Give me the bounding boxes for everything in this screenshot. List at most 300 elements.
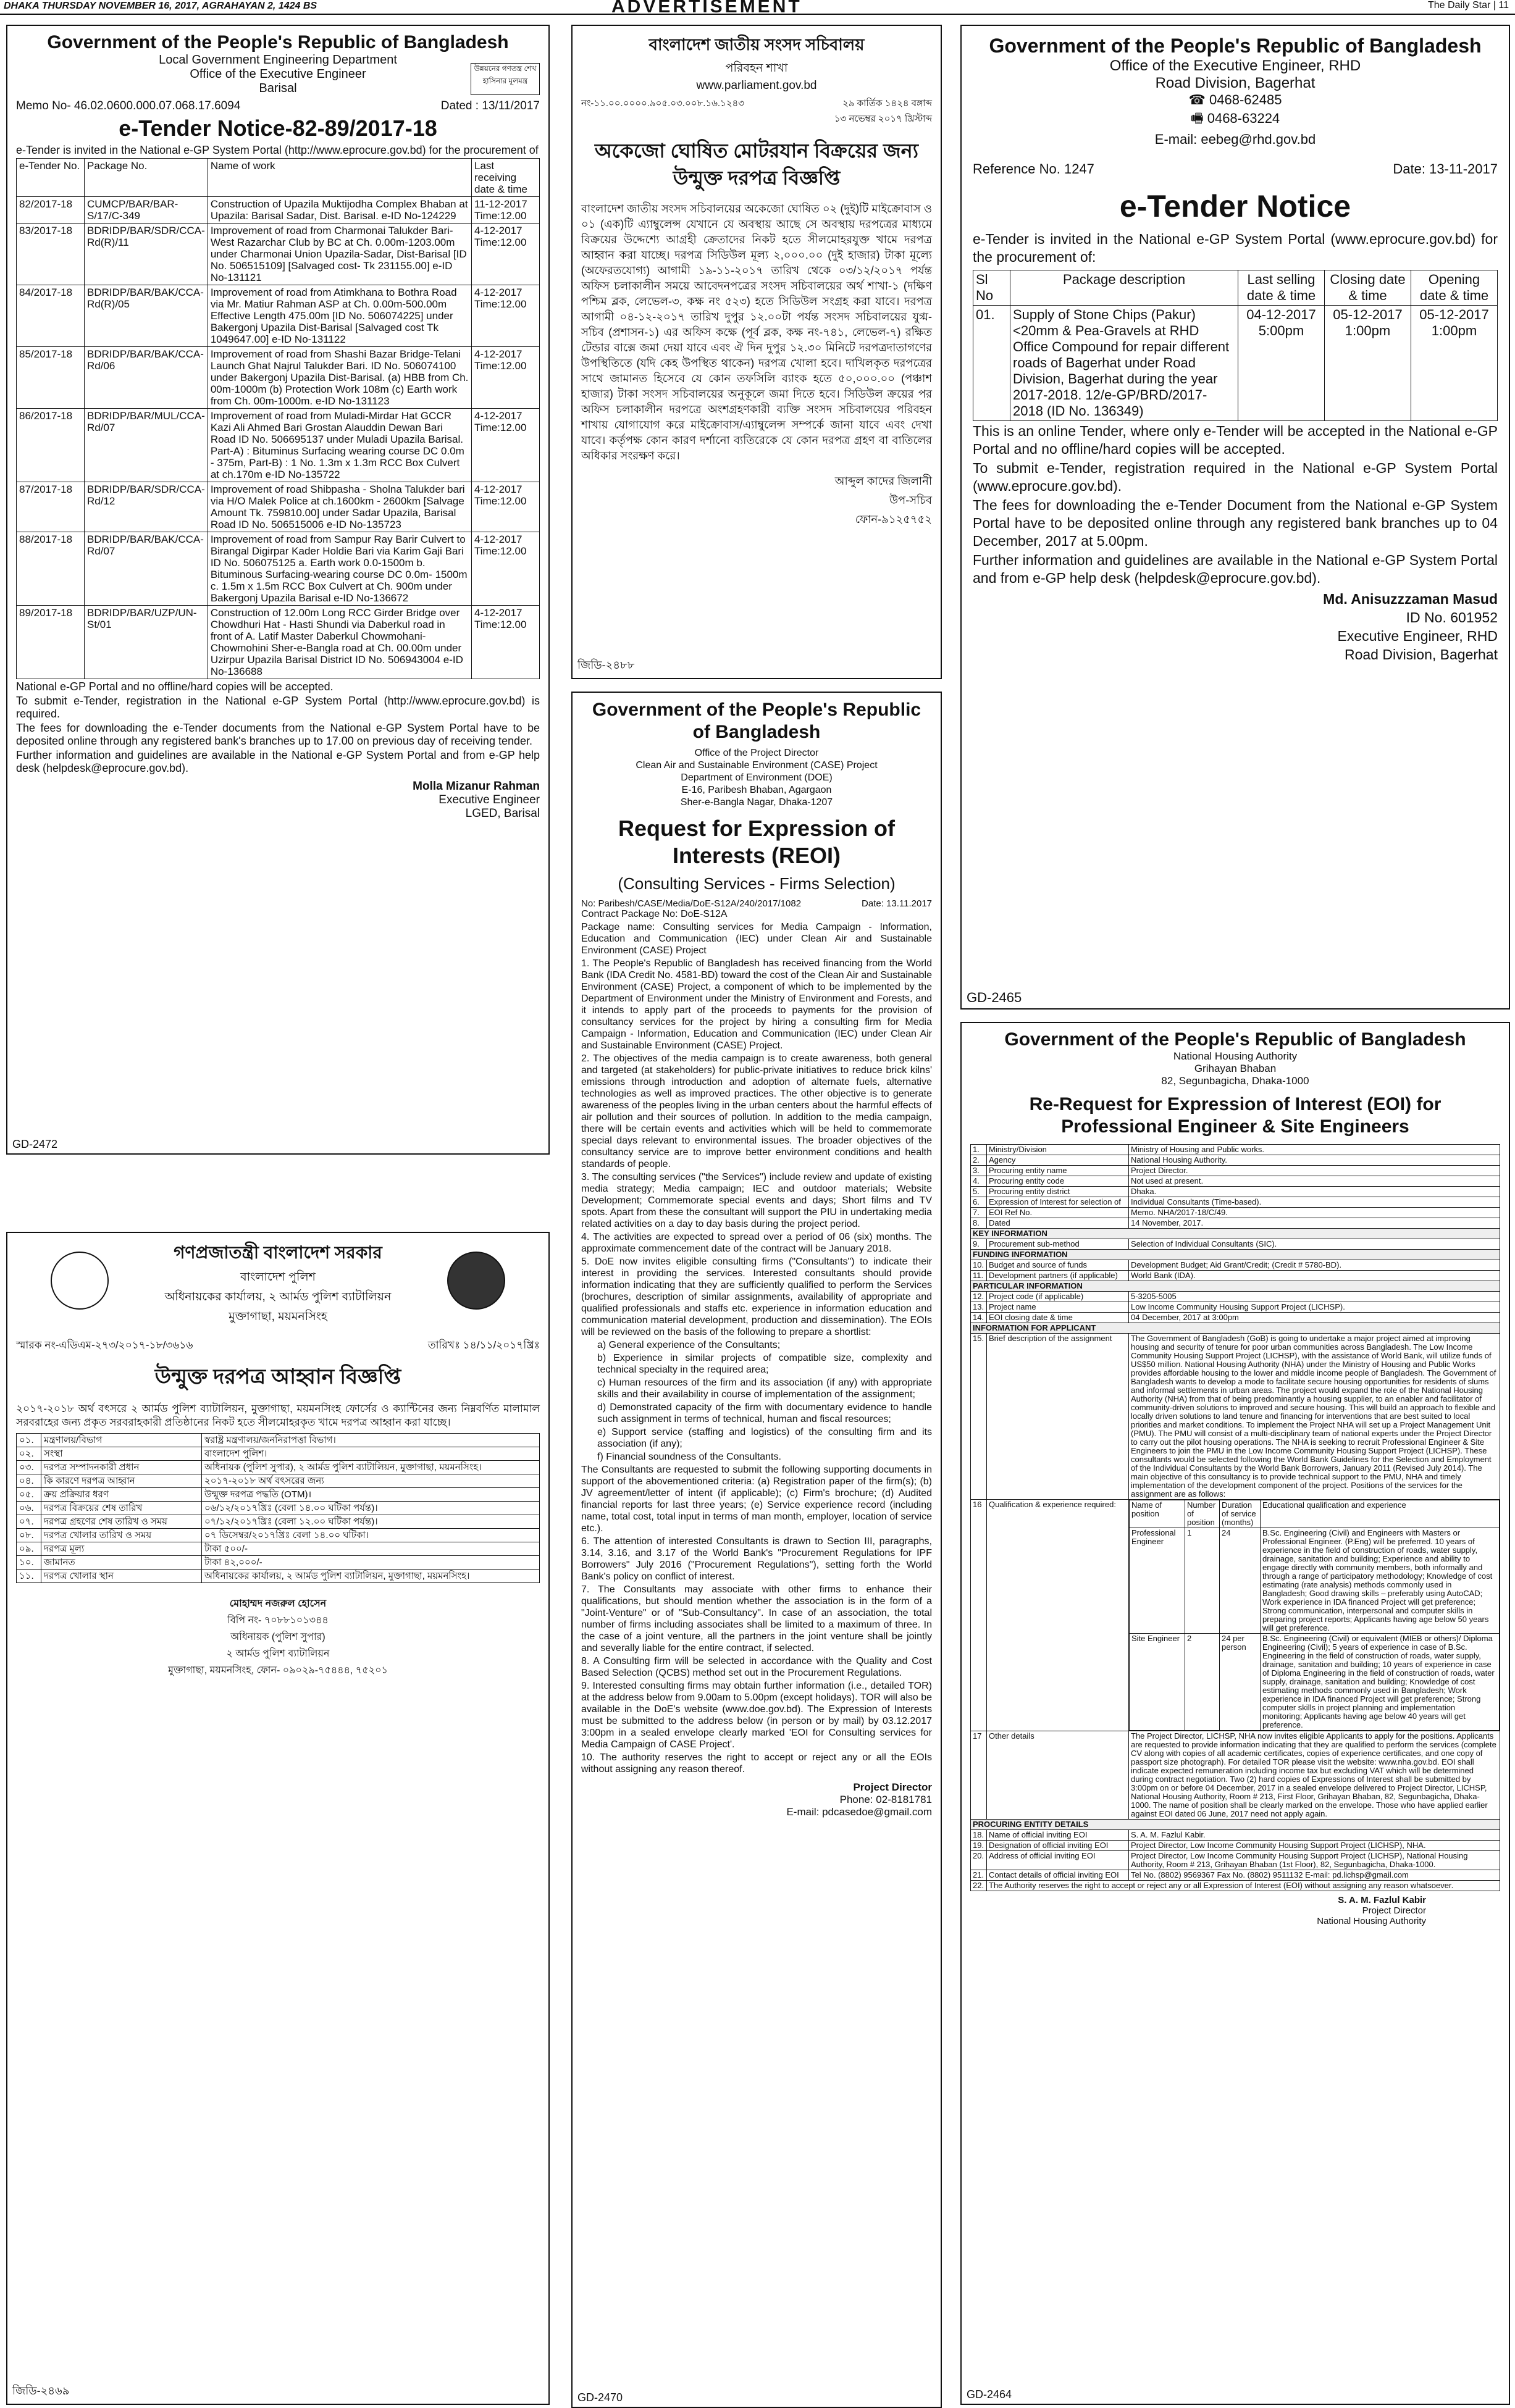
rhd-phone: 0468-62485: [1209, 92, 1282, 107]
case-para: 4. The activities are expected to spread over a period of 06 (six) months. The approximate commencement date of the contract will be January 2018.: [581, 1232, 932, 1254]
case-para: The Consultants are requested to submit the following supporting documents in support of the abovementioned criteria: (a) Registration paper of the firm(s); (b) JV agreement/letter of intent (if applicable); (c) Firm's brochure; (d) Audited financial reports for last three years; (e) Service experience record (including name, total cost, total input in terms of man month, employer, location of service etc.).: [581, 1465, 932, 1534]
police-signer-contact: মুক্তাগাছা, ময়মনসিংহ, ফোন- ০৯০২৯-৭৫৪৪৪, ৭৫২০১: [168, 1665, 388, 1676]
cell: ০৬/১২/২০১৭খ্রিঃ (বেলা ১৪.০০ ঘটিকা পর্যন্ত)।: [202, 1502, 540, 1515]
table-row: 17 Other details The Project Director, LICHSP, NHA now invites eligible Applicants to apply for the positions. Applicants are requested to provide information indicating that they are qualified to perform the services (complete CV along with copies of all academic certificates, copies of experience certificates, and one copy of passport size photograph). For detailed TOR please visit the website: www.nha.gov.bd. EOI shall indicate expected remuneration including income tax but excluding VAT which will be determined during contract negotiation. Two (2) hard copies of Expressions of Interest shall be submitted by 3:00pm on or before 04 December, 2017 in a sealed envelope delivered to Project Director, LICHSP, National Housing Authority, Room # 213, First Floor, Grihayan Bhaban, 82, Segunbagicha, Dhaka-1000. The name of position shall be clearly marked on the envelope. Those who have applied earlier against EOI dated 06 June, 2017 need not apply again.: [971, 1731, 1500, 1820]
table-row: [17, 347, 540, 409]
col-package: Package No.: [85, 159, 208, 197]
lged-title: e-Tender Notice-82-89/2017-18: [119, 115, 437, 141]
rhd-note: The fees for downloading the e-Tender Document from the National e-GP System Portal have to be deposited online through any registered bank branches up to 04 December, 2017 at 5.00pm.: [973, 497, 1498, 549]
cell: 86/2017-18: [17, 409, 85, 482]
case-gov: Government of the People's Republic of Bangladesh: [592, 700, 921, 742]
table-row: [971, 1271, 1500, 1281]
cell: জামানত: [41, 1556, 202, 1570]
col-package: Package description: [1010, 270, 1238, 306]
police-dept: বাংলাদেশ পুলিশ: [240, 1271, 316, 1284]
cell: Duration of service (months): [1220, 1500, 1261, 1528]
cell: Dhaka.: [1129, 1187, 1500, 1197]
rhd-note: This is an online Tender, where only e-Tender will be accepted in the National e-GP Portal and no offline/hard copies will be accepted.: [973, 423, 1498, 457]
case-criterion: e) Support service (staffing and logistics) of the consulting firm and its association (if any);: [597, 1427, 932, 1449]
col-work: Name of work: [208, 159, 471, 197]
col-selling: Last selling date & time: [1238, 270, 1325, 306]
cell: BDRIDP/BAR/SDR/CCA-Rd/12: [85, 482, 208, 532]
cell: BDRIDP/BAR/BAK/CCA-Rd(R)/05: [85, 285, 208, 347]
table-row: [971, 1176, 1500, 1187]
table-row: [971, 1851, 1500, 1870]
parl-date-en: ১৩ নভেম্বর ২০১৭ খ্রিস্টাব্দ: [834, 114, 932, 124]
cell: 05-12-2017 1:00pm: [1411, 306, 1498, 421]
table-row: [17, 1556, 540, 1570]
cell: দরপত্র মূল্য: [41, 1542, 202, 1556]
case-para: 3. The consulting services ("the Services") include review and update of existing media strategy; Media campaign; IEC and outdoor materials; Website Development; Commemorate special events and days; Short films and TV spots. Apart from these the consultant will support the PIU in undertaking media related activities on a day to day basis during the project period.: [581, 1172, 932, 1229]
cell: দরপত্র বিক্রয়ের শেষ তারিখ: [41, 1502, 202, 1515]
cell: PARTICULAR INFORMATION: [971, 1281, 1500, 1292]
gd-number: জিডি-২৪৮৮: [577, 659, 635, 671]
parl-title: অকেজো ঘোষিত মোটরযান বিক্রয়ের জন্য উন্মুক্ত দরপত্র বিজ্ঞপ্তি: [594, 140, 919, 189]
case-criterion: a) General experience of the Consultants;: [597, 1340, 781, 1350]
cell: Educational qualification and experience: [1261, 1500, 1500, 1528]
nha-description: The Government of Bangladesh (GoB) is going to undertake a major project aimed at improving housing and security of tenure for poor urban communities across Bangladesh. The Low Income Community Housing Support Project (LICHSP), with the assistance of World Bank, will utilize funds of US$50 million. National Housing Authority (NHA) under the Ministry of Housing and Public Works provides affordable housing to the lower and middle income people of Bangladesh. The Government of Bangladesh wants to develop a mode to facilitate secure housing opportunities for residents of slums and informal settlements in urban areas. The project would expand the role of the National Housing Authority (NHA) from that of being predominantly a housing supplier, to an enabler and facilitator of community-driven solutions to improved and secure housing. This will build an approach to flexible and locally driven solutions to land tenure and financing for interventions that are best suited to local priorities and market conditions. To implement the Project NHA will set up a Project Management Unit (PMU). The PMU will consist of a multi-disciplinary team of national experts under the Project Director to carry out the pilot housing operations. The NHA is seeking to recruit Professional Engineer & Site Engineers to join the PMU in the Low Income Community Housing Support Project (LICHSP). These consultants would be selected following the World Bank Guidelines for the Selection and Employment of the Individual Consultants by the World Bank Borrowers, January 2011 (Revised July 2014). The main objective of this consultancy is to provide technical support to the PMU, NHA and timely implementation of the development component of the project. Positions of the services for the assignment are as follows:: [1129, 1334, 1500, 1500]
cell: 9.: [971, 1239, 987, 1250]
police-signer: মোহাম্মদ নজরুল হোসেন: [229, 1599, 327, 1609]
cell: Name of official inviting EOI: [987, 1830, 1129, 1841]
cell: 87/2017-18: [17, 482, 85, 532]
table-row: [17, 285, 540, 347]
cell: ১১.: [17, 1570, 41, 1583]
police-date: তারিখঃ ১৪/১১/২০১৭খ্রিঃ: [427, 1339, 540, 1351]
cell: ০৬.: [17, 1502, 41, 1515]
case-phone: Phone: 02-8181781: [839, 1794, 932, 1805]
cell: Professional Engineer: [1130, 1528, 1185, 1634]
cell: Low Income Community Housing Support Project (LICHSP).: [1129, 1302, 1500, 1313]
table-row: [17, 1461, 540, 1474]
cell: BDRIDP/BAR/UZP/UN-St/01: [85, 606, 208, 679]
cell: EOI closing date & time: [987, 1313, 1129, 1323]
phone-icon: ☎: [1188, 92, 1210, 107]
cell: BDRIDP/BAR/BAK/CCA-Rd/06: [85, 347, 208, 409]
cell: Procurement sub-method: [987, 1239, 1129, 1250]
cell: BDRIDP/BAR/SDR/CCA-Rd(R)/11: [85, 224, 208, 285]
parl-heading: বাংলাদেশ জাতীয় সংসদ সচিবালয়: [648, 35, 865, 54]
case-criterion: c) Human resources of the firm and its association (if any) with appropriate skills and their availability in course of implementation of the assignment;: [597, 1377, 932, 1400]
cell: ০৭ ডিসেম্বর/২০১৭খ্রিঃ বেলা ১৪.০০ ঘটিকা।: [202, 1529, 540, 1542]
cell: 84/2017-18: [17, 285, 85, 347]
rhd-division: Road Division, Bagerhat: [1155, 75, 1316, 91]
parl-body: বাংলাদেশ জাতীয় সংসদ সচিবালয়ের অকেজো ঘোষিত ০২ (দুই)টি মাইক্রোবাস ও ০১ (এক)টি এ্যাম্বুলেন্স যেখানে যে অবস্থায় আছে সে অবস্থায় দরপত্রের মাধ্যমে বিক্রয়ের উদ্দেশ্যে আগ্রহী ক্রেতাদের নিকট হতে সীলমোহরযুক্ত খামে দরপত্র আহ্বান করা যাচ্ছে। দরপত্র সিডিউল মূল্য ২,০০০.০০ (দুই হাজার) টাকা মূল্যে (অফেরতযোগ্য) আগামী ১৯-১১-২০১৭ তারিখ থেকে ০৩/১২/২০১৭ পর্যন্ত অফিস চলাকালীন সময়ে আবেদনপত্রের সংসদ সচিবালয়ের অর্থ শাখা-১ (দক্ষিণ পশ্চিম ব্লক, লেভেল-৩, কক্ষ নং ৫২৩) হতে সিডিউল সংগ্রহ করা যাবে। দরপত্র আগামী ০৪-১২-২০১৭ তারিখ দুপুর ১২.০০টা পর্যন্ত সংসদ সচিবালয়ের যুগ্ম-সচিব (প্রশাসন-১) এর অফিস কক্ষে (পূর্ব ব্লক, কক্ষ নং-৭৪১, লেভেল-৭) রক্ষিত টেন্ডার বাক্সে জমা দেয়া যাবে এবং ঐ দিন দুপুর ১২.৩০ মিনিটে দরপত্রদাতাগণের উপস্থিতিতে (যদি কেহ উপস্থিত থাকেন) দরপত্র খোলা হবে। দাখিলকৃত দরপত্রের সাথে জামানত হিসেবে যে কোন তফসিলি ব্যাংক হতে ৫০,০০০.০০ (পঞ্চাশ হাজার) টাকা সংসদ সচিবালয়ের অনুকূলে জমা দিতে হবে। সিডিউল ক্রয়ের পর অফিস চলাকালীন দরপত্রে অংশগ্রহণকারী ব্যক্তি সংসদ সচিবালয়ের পরিবহন শাখায় যোগাযোগ করে মাইক্রোবাস/এ্যাম্বুলেন্স সম্পর্কে জানা যাবে এবং দেখা যাবে। কর্তৃপক্ষ কোন কারণ দর্শানো ব্যতিরেকে যে কোন দরপত্র গ্রহণ বা বাতিলের অধিকার সংরক্ষণ করে।: [581, 203, 932, 462]
case-contract: Contract Package No: DoE-S12A: [581, 909, 728, 919]
case-criterion: d) Demonstrated capacity of the firm with documentary evidence to handle such assignment in terms of technical, human and fiscal resources;: [597, 1402, 932, 1424]
cell: দরপত্র খোলার তারিখ ও সময়: [41, 1529, 202, 1542]
nha-address: 82, Segunbagicha, Dhaka-1000: [1161, 1075, 1309, 1087]
cell: 5-3205-5005: [1129, 1292, 1500, 1302]
rhd-note: To submit e-Tender, registration required in the National e-GP System Portal (www.eprocure.gov.bd).: [973, 460, 1498, 494]
case-office-line: Department of Environment (DOE): [681, 772, 833, 783]
table-row: [17, 1488, 540, 1502]
cell: 4-12-2017 Time:12.00: [472, 606, 540, 679]
cell: 04-12-2017 5:00pm: [1238, 306, 1325, 421]
police-gov: গণপ্রজাতন্ত্রী বাংলাদেশ সরকার: [174, 1243, 382, 1262]
case-para: 7. The Consultants may associate with other firms to enhance their qualifications, but should mention whether the association is in the form of a "Joint-Venture" or of "Sub-Consultancy". In case of an association, the total number of firms including associates shall be limited to a maximum of three. In the case of a joint venture, all the partners in the joint venture shall be jointly and severally liable for the entire contract, if selected.: [581, 1584, 932, 1653]
rhd-signer-title: Executive Engineer, RHD: [1337, 628, 1498, 644]
case-signer: Project Director: [853, 1781, 932, 1793]
parliament-notice: [571, 25, 942, 679]
table-row: [971, 1218, 1500, 1229]
rhd-note: Further information and guidelines are available in the National e-GP System Portal and from e-GP help desk (helpdesk@eprocure.gov.bd).: [973, 552, 1498, 586]
nha-info-table: [970, 1144, 1500, 1891]
table-row: [971, 1302, 1500, 1313]
section-header: [971, 1323, 1500, 1334]
cell: ১০.: [17, 1556, 41, 1570]
cell: ০২.: [17, 1447, 41, 1461]
cell: Selection of Individual Consultants (SIC).: [1129, 1239, 1500, 1250]
cell: The Authority reserves the right to accept or reject any or all Expression of Interest (EOI) without assigning any reason whatsoever.: [987, 1881, 1500, 1891]
rhd-signer-division: Road Division, Bagerhat: [1344, 646, 1498, 663]
col-deadline: Last receiving date & time: [472, 159, 540, 197]
cell: Development Budget; Aid Grant/Credit; (Credit # 5780-BD).: [1129, 1260, 1500, 1271]
table-row: [17, 1434, 540, 1447]
cell: 5.: [971, 1187, 987, 1197]
police-tender-table: [16, 1433, 540, 1583]
cell: 10.: [971, 1260, 987, 1271]
cell: Project Director, Low Income Community Housing Support Project (LICHSP), National Housing Authority, Room # 213, Grihayan Bhaban (1st Floor), 82, Segunbagicha, Dhaka-1000.: [1129, 1851, 1500, 1870]
cell: World Bank (IDA).: [1129, 1271, 1500, 1281]
top-strip: [0, 0, 1515, 15]
table-row: [1130, 1634, 1500, 1731]
police-memo: স্মারক নং-এডিএম-২৭৩/২০১৭-১৮/৩৬১৬: [16, 1339, 193, 1351]
lged-note: To submit e-Tender, registration in the National e-GP System Portal (http://www.eprocure.gov.bd) is required.: [16, 695, 540, 720]
cell: B.Sc. Engineering (Civil) or equivalent (MIEB or others)/ Diploma Engineering (Civil); 5 years of experience in case of B.Sc. Engineering in the field of construction of roads, water supply, drainage, sanitation and building; 10 years of experience in case of Diploma Engineering in the field of construction of roads, water supply, drainage, sanitation and building; Knowledge of cost estimating methods commonly used in Bangladesh; Work experience in IDA financed Project will get preference; Strong computer skills in project planning and implementation monitoring; Applicants having age below 40 years will get preference.: [1261, 1634, 1500, 1731]
police-signer-bp: বিপি নং- ৭০৮৮১০১৩৪৪: [227, 1615, 329, 1626]
col-sl: Sl No: [973, 270, 1010, 306]
parl-signer-title: উপ-সচিব: [889, 494, 932, 506]
nha-other-details: The Project Director, LICHSP, NHA now invites eligible Applicants to apply for the positions. Applicants are requested to provide information indicating that they are qualified to perform the services (complete CV along with copies of all academic certificates, copies of experience certificates, and one copy of passport size photograph). For detailed TOR please visit the website: www.nha.gov.bd. EOI shall indicate expected remuneration including income tax but excluding VAT which will be determined during contract negotiation. Two (2) hard copies of Expressions of Interest shall be submitted by 3:00pm on or before 04 December, 2017 in a sealed envelope delivered to Project Director, LICHSP, National Housing Authority, Room # 213, First Floor, Grihayan Bhaban, 82, Segunbagicha, Dhaka-1000. The name of position shall be clearly marked on the envelope. Those who have applied earlier against EOI dated 06 June, 2017 need not apply again.: [1129, 1731, 1500, 1820]
cell: Individual Consultants (Time-based).: [1129, 1197, 1500, 1208]
police-signer-title: অধিনায়ক (পুলিশ সুপার): [230, 1632, 325, 1642]
cell: Name of position: [1130, 1500, 1185, 1528]
cell: FUNDING INFORMATION: [971, 1250, 1500, 1260]
rhd-tender-table: [973, 270, 1498, 421]
cell: 18.: [971, 1830, 987, 1841]
case-para: 1. The People's Republic of Bangladesh has received financing from the World Bank (IDA Credit No. 4581-BD) toward the cost of the Clean Air and Sustainable Environment (CASE) Project, a component of which to be implemented by the Department of Environment under the Ministry of Environment and Forests, and it intends to apply part of the proceeds to payments for the provision of consultancy services for the project by hiring a consulting firm for Media Campaign - Information, Education and Communication (IEC) under Clean Air and Sustainable Environment (CASE) Project.: [581, 958, 932, 1051]
cell: 88/2017-18: [17, 532, 85, 606]
nha-signer: S. A. M. Fazlul Kabir: [1338, 1895, 1426, 1905]
cell: Procuring entity district: [987, 1187, 1129, 1197]
cell: 4-12-2017 Time:12.00: [472, 285, 540, 347]
cell: স্বরাষ্ট্র মন্ত্রণালয়/জননিরাপত্তা বিভাগ।: [202, 1434, 540, 1447]
police-intro: ২০১৭-২০১৮ অর্থ বৎসরে ২ আর্মড পুলিশ ব্যাটালিয়ন, মুক্তাগাছা, ময়মনসিংহ ফোর্সের ও ক্যান্টিনের জন্য নিম্নবর্ণিত মালামাল সরবরাহের জন্য প্রকৃত সরবরাহকারী প্রতিষ্ঠানের নিকট হতে সীলমোহরকৃত খামে দরপত্র আহ্বান করা যাচ্ছে।: [16, 1403, 540, 1428]
table-row: [971, 1292, 1500, 1302]
cell: ০৭/১২/২০১৭খ্রিঃ (বেলা ১২.০০ ঘটিকা পর্যন্ত)।: [202, 1515, 540, 1529]
table-row: [1130, 1528, 1500, 1634]
case-para: 6. The attention of interested Consultants is drawn to Section III, paragraphs, 3.14, 3.16, and 3.17 of the World Bank's "Procurement Regulations for IPF Borrowers" July 2016 ("Procurement Regulations"), setting forth the World Bank's policy on conflict of interest.: [581, 1536, 932, 1582]
parl-website: www.parliament.gov.bd: [696, 79, 817, 92]
cell: দরপত্র সম্পাদনকারী প্রধান: [41, 1461, 202, 1474]
cell: B.Sc. Engineering (Civil) and Engineers with Masters or Professional Engineer. (P.Eng) will be preferred. 10 years of experience in the field of construction of roads, water supply, drainage, sanitation and building; Experience and ability to engage directly with community members, both informally and through a range of participatory methodology; Knowledge of cost estimating (rate analysis) methods commonly used in Bangladesh; Good drawing skills – preferably using AutoCAD; Work experience in IDA financed Project will get preference; Strong communication, interpersonal and computer skills in preparing project reports; Applicants having age below 50 years will get preference.: [1261, 1528, 1500, 1634]
cell: 11-12-2017 Time:12.00: [472, 197, 540, 224]
cell: টাকা ৪২,০০০/-: [202, 1556, 540, 1570]
table-row: [17, 606, 540, 679]
fax-icon: 🖷: [1190, 111, 1207, 126]
cell: 4-12-2017 Time:12.00: [472, 482, 540, 532]
cell: 01.: [973, 306, 1010, 421]
cell: 1: [1185, 1528, 1220, 1634]
cell: Number of position: [1185, 1500, 1220, 1528]
table-row: [17, 224, 540, 285]
case-criterion: b) Experience in similar projects of compatible size, complexity and technical specialty in the required area;: [597, 1353, 932, 1375]
nha-signer-title: Project Director: [1362, 1905, 1426, 1916]
table-row: [971, 1197, 1500, 1208]
case-para: 8. A Consulting firm will be selected in accordance with the Quality and Cost Based Selection (QCBS) method set out in the Procurement Regulations.: [581, 1656, 932, 1678]
case-date: Date: 13.11.2017: [862, 898, 932, 909]
rhd-signer: Md. Anisuzzzaman Masud: [1323, 591, 1498, 607]
col-opening: Opening date & time: [1411, 270, 1498, 306]
cell: 05-12-2017 1:00pm: [1325, 306, 1411, 421]
parl-branch: পরিবহন শাখা: [725, 62, 788, 75]
cell: উন্মুক্ত দরপত্র পদ্ধতি (OTM)।: [202, 1488, 540, 1502]
cell: Procuring entity code: [987, 1176, 1129, 1187]
col-tender-no: e-Tender No.: [17, 159, 85, 197]
case-office-line: Office of the Project Director: [694, 748, 819, 758]
cell: 6.: [971, 1197, 987, 1208]
cell: 22.: [971, 1881, 987, 1891]
table-row: [971, 1208, 1500, 1218]
table-row: 16 Qualification & experience required: Name of position Number of position Duration of service (months) Educational qualification and experience Professional Engineer 1 24 B.Sc. Engineering (Civil) and Engineers with Masters or Professional Engineer. (P.Eng) will be preferred. 10 years of experience in the field of construction of roads, water supply, drainage, sanitation and building; Experience and ability to engage directly with community members, both informally and through a range of participatory methodology; Knowledge of cost estimating (rate analysis) methods commonly used in Bangladesh; Good drawing skills – preferably using AutoCAD; Work experience in IDA financed Project will get preference; Strong communication, interpersonal and computer skills in preparing project reports; Applicants having age below 50 years will get preference. Site Engineer 2 24 per person B.Sc. Engineering (Civil) or equivalent (MIEB or others)/ Diploma Engineering (Civil); 5 years of experience in case of B.Sc. Engineering in the field of construction of roads, water supply, drainage, sanitation and building; 10 years of experience in case of Diploma Engineering in the field of construction of roads, water supply, drainage, sanitation and building; Knowledge of cost estimating methods commonly used in Bangladesh; Work experience in IDA financed Project will get preference; Strong computer skills in project planning and implementation monitoring; Applicants having age below 40 years will get preference.: [971, 1500, 1500, 1731]
rhd-date: Date: 13-11-2017: [1393, 161, 1498, 177]
cell: 04 December, 2017 at 3:00pm: [1129, 1313, 1500, 1323]
police-title: উন্মুক্ত দরপত্র আহ্বান বিজ্ঞপ্তি: [154, 1365, 401, 1389]
table-row: [971, 1313, 1500, 1323]
rhd-signer-id: ID No. 601952: [1406, 609, 1498, 625]
nha-qualification-table: [1129, 1500, 1500, 1731]
cell: 2: [1185, 1634, 1220, 1731]
table-row: [17, 1474, 540, 1488]
lged-note: National e-GP Portal and no offline/hard copies will be accepted.: [16, 680, 334, 693]
table-row: [17, 1502, 540, 1515]
cell: 12.: [971, 1292, 987, 1302]
cell: Construction of Upazila Muktijodha Complex Bhaban at Upazila: Barisal Sadar, Dist. Barisal. e-ID No-124229: [208, 197, 471, 224]
case-para: 2. The objectives of the media campaign is to create awareness, both general and targeted (at stakeholders) for public-private initiatives to reduce brick kilns' emissions through introduction and adoption of alternate fuels, alternative technologies as well as improved practices. The other objective is to generate awareness of the peoples living in the urban centers about the harmful effects of air pollution and their sources of pollution. In addition to the media campaign, there will be certain events and activities which will be held to commemorate special days relevant to environmental issues. The broader objectives of the consultancy service are to improve better environment conditions and health standards of people.: [581, 1053, 932, 1169]
cell: 82/2017-18: [17, 197, 85, 224]
table-row: [17, 1542, 540, 1556]
table-row: [971, 1166, 1500, 1176]
cell: 4-12-2017 Time:12.00: [472, 224, 540, 285]
cell: Improvement of road from Muladi-Mirdar Hat GCCR Kazi Ali Ahmed Bari Grostan Alauddin Dewan Bari Road ID No. 506695137 under Muladi Upazila Barisal. Part-A) : Bituminus Surfacing wearing course DC 0.0m - 375m, Part-B) : 1 No. 1.3m x 1.3m RCC Box Culvert at ch.170m e-ID No-135722: [208, 409, 471, 482]
cell: Project Director, Low Income Community Housing Support Project (LICHSP), NHA.: [1129, 1841, 1500, 1851]
section-header: PROCURING ENTITY DETAILS: [971, 1820, 1500, 1830]
parl-signer: আব্দুল কাদের জিলানী: [834, 475, 932, 487]
lged-intro: e-Tender is invited in the National e-GP System Portal (http://www.eprocure.gov.bd) for the procurement of: [16, 144, 539, 156]
lged-signer: Molla Mizanur Rahman: [413, 780, 540, 793]
section-header: [971, 1229, 1500, 1239]
cell: Dated: [987, 1218, 1129, 1229]
cell: Memo. NHA/2017-18/C/49.: [1129, 1208, 1500, 1218]
cell: Ministry/Division: [987, 1145, 1129, 1155]
cell: 24 per person: [1220, 1634, 1261, 1731]
cell: Expression of Interest for selection of: [987, 1197, 1129, 1208]
cell: Project code (if applicable): [987, 1292, 1129, 1302]
cell: কি কারণে দরপত্র আহ্বান: [41, 1474, 202, 1488]
table-row: [17, 409, 540, 482]
case-office-line: Sher-e-Bangla Nagar, Dhaka-1207: [680, 797, 833, 808]
cell: Designation of official inviting EOI: [987, 1841, 1129, 1851]
police-signer-unit: ২ আর্মড পুলিশ ব্যাটালিয়ন: [226, 1649, 330, 1659]
cell: Improvement of road from Shashi Bazar Bridge-Telani Launch Ghat Najrul Talukder Bari. ID No. 506074100 under Bakergonj Upazila Dist-Barisal. (a) HBB from Ch. 00m-1000m (b) Protection Work 108m (c) Earth work from Ch. 00m-1000m. e-ID No-131123: [208, 347, 471, 409]
lged-signer-title: Executive Engineer: [439, 793, 540, 806]
cell: 7.: [971, 1208, 987, 1218]
lged-slogan: উন্নয়নের গণতন্ত্র শেখ হাসিনার মূলমন্ত্র: [471, 63, 540, 95]
rhd-intro: e-Tender is invited in the National e-GP System Portal (www.eprocure.gov.bd) for the procurement of:: [973, 231, 1498, 265]
rhd-title: e-Tender Notice: [1119, 189, 1351, 224]
gd-number: GD-2470: [577, 2391, 623, 2404]
case-office-line: Clean Air and Sustainable Environment (CASE) Project: [636, 760, 878, 771]
lged-gov: Government of the People's Republic of Bangladesh: [47, 32, 509, 52]
cell: Supply of Stone Chips (Pakur)<20mm & Pea-Gravels at RHD Office Compound for repair different roads of Bagerhat under Road Division, Bagerhat during the year 2017-2018. 12/e-GP/BRD/2017-2018 (ID No. 136349): [1010, 306, 1238, 421]
cell: Tel No. (8802) 9569367 Fax No. (8802) 9511132 E-mail: pd.lichsp@gmail.com: [1129, 1870, 1500, 1881]
cell: বাংলাদেশ পুলিশ।: [202, 1447, 540, 1461]
case-para: 10. The authority reserves the right to accept or reject any or all the EOIs without assigning any reason thereof.: [581, 1752, 932, 1775]
cell: টাকা ৫০০/-: [202, 1542, 540, 1556]
nha-org: National Housing Authority: [1173, 1050, 1298, 1062]
cell: Site Engineer: [1130, 1634, 1185, 1731]
case-criterion: f) Financial soundness of the Consultants.: [597, 1452, 781, 1462]
cell: 4-12-2017 Time:12.00: [472, 347, 540, 409]
lged-tender-table: [16, 158, 540, 679]
cell: 2.: [971, 1155, 987, 1166]
cell: অধিনায়কের কার্যালয়, ২ আর্মড পুলিশ ব্যাটালিয়ন, মুক্তাগাছা, ময়মনসিংহ।: [202, 1570, 540, 1583]
lged-note: The fees for downloading the e-Tender documents from the National e-GP System Portal have to be deposited online through any registered bank's branches up to 17.00 on previous day of receiving tender.: [16, 722, 540, 747]
cell: S. A. M. Fazlul Kabir.: [1129, 1830, 1500, 1841]
cell: Improvement of road from Atimkhana to Bothra Road via Mr. Matiur Rahman ASP at Ch. 0.00m-500.00m Effective Length 475.00m [ID No. 506074225] under Bakergonj Upazila Dist-Barisal [Salvaged cost Tk 1049647.00] e-ID No-131122: [208, 285, 471, 347]
section-label: ADVERTISEMENT: [611, 0, 802, 17]
parl-date-bn: ২৯ কার্তিক ১৪২৪ বঙ্গাব্দ: [842, 98, 932, 109]
table-row: 15. Brief description of the assignment The Government of Bangladesh (GoB) is going to undertake a major project aimed at improving housing and security of tenure for poor urban communities across Bangladesh. The Low Income Community Housing Support Project (LICHSP), with the assistance of World Bank, will utilize funds of US$50 million. National Housing Authority (NHA) under the Ministry of Housing and Public Works provides affordable housing to the lower and middle income people of Bangladesh. The Government of Bangladesh wants to develop a mode to facilitate secure housing opportunities for residents of slums and informal settlements in urban areas. The project would expand the role of the National Housing Authority (NHA) from that of being predominantly a housing supplier, to an enabler and facilitator of community-driven solutions to improved and secure housing. This will build an approach to flexible and locally driven solutions to land tenure and financing for interventions that are best suited to local priorities and market conditions. To implement the Project NHA will set up a Project Management Unit (PMU). The PMU will consist of a multi-disciplinary team of national experts under the Project Director to carry out the pilot housing operations. The NHA is seeking to recruit Professional Engineer & Site Engineers to join the PMU in the Low Income Community Housing Support Project (LICHSP). These consultants would be selected following the World Bank Guidelines for the Selection and Employment of the Individual Consultants by the World Bank Borrowers, January 2011 (Revised July 2014). The main objective of this consultancy is to provide technical support to the PMU, NHA and timely implementation of the development component of the project. Positions of the services for the assignment are as follows:: [971, 1334, 1500, 1500]
table-row: [971, 1260, 1500, 1271]
rhd-fax: 0468-63224: [1207, 111, 1280, 126]
case-reoi-notice: [571, 692, 942, 2408]
cell: ক্রয় প্রক্রিয়ার ধরণ: [41, 1488, 202, 1502]
cell: Improvement of road from Charmonai Talukder Bari-West Razarchar Club by BC at Ch. 0.00m-1203.00m under Charmonai Union Upazila-Sadar, Dist-Barisal [ID No. 506515109] [Salvaged cost- Tk 231155.00] e-ID No-131121: [208, 224, 471, 285]
table-row: [971, 1870, 1500, 1881]
parl-memo: নং-১১.০০.০০০০.৯০৫.০৩.০০৮.১৬.১২৪৩: [581, 98, 744, 109]
rhd-office: Office of the Executive Engineer, RHD: [1109, 57, 1361, 74]
cell: 21.: [971, 1870, 987, 1881]
lged-dept: Local Government Engineering Department: [159, 53, 397, 67]
table-row: [971, 1155, 1500, 1166]
cell: Procuring entity name: [987, 1166, 1129, 1176]
section-header: [971, 1281, 1500, 1292]
cell: দরপত্র গ্রহণের শেষ তারিখ ও সময়: [41, 1515, 202, 1529]
nha-title: Re-Request for Expression of Interest (EOI) for Professional Engineer & Site Engineers: [1029, 1094, 1442, 1137]
case-package: Package name: Consulting services for Media Campaign - Information, Education and Communication (IEC) under Clean Air and Sustainable Environment (CASE) Project: [581, 922, 932, 956]
table-row: [17, 482, 540, 532]
section-header: [971, 1250, 1500, 1260]
table-row: [17, 532, 540, 606]
cell: BDRIDP/BAR/BAK/CCA- Rd/07: [85, 532, 208, 606]
case-para: 5. DoE now invites eligible consulting firms ("Consultants") to indicate their interest in providing the services. Interested consultants should provide information indicating that they are sufficiently qualified to perform the Services (brochures, description of similar assignments, availability of appropriate and qualified professionals and staffs etc. experience in information education and communication material development, production and dissemination). The EOIs will be reviewed on the basis of the following to prepare a shortlist:: [581, 1256, 932, 1337]
table-row: [971, 1841, 1500, 1851]
police-office: অধিনায়কের কার্যালয়, ২ আর্মড পুলিশ ব্যাটালিয়ন: [164, 1290, 392, 1303]
cell: EOI Ref No.: [987, 1208, 1129, 1218]
cell: Improvement of road from Sampur Ray Barir Culvert to Birangal Digirpar Kader Holdie Bari via Karim Gaji Bari ID No. 506075125 a. Earth work 0.0-1500m b. Bituminous Surfacing-wearing course DC 0.0m- 1500m c. 1.5m x 1.5m RCC Box Culvert at Ch. 900m under Bakergonj Upazila Barisal e-ID No-136672: [208, 532, 471, 606]
case-office-line: E-16, Paribesh Bhaban, Agargaon: [681, 785, 832, 795]
cell: INFORMATION FOR APPLICANT: [971, 1323, 1500, 1334]
cell: 89/2017-18: [17, 606, 85, 679]
gd-number: জিডি-২৪৬৯: [12, 2385, 70, 2397]
rhd-notice: [960, 25, 1510, 1010]
cell: ০১.: [17, 1434, 41, 1447]
page-number: The Daily Star | 11: [1427, 0, 1509, 10]
case-email: E-mail: pdcasedoe@gmail.com: [786, 1806, 932, 1818]
cell: 3.: [971, 1166, 987, 1176]
table-row: [17, 197, 540, 224]
cell: Project Director.: [1129, 1166, 1500, 1176]
table-header: [1130, 1500, 1500, 1528]
table-row: [971, 1187, 1500, 1197]
cell: 4-12-2017 Time:12.00: [472, 532, 540, 606]
rhd-ref: Reference No. 1247: [973, 161, 1094, 177]
cell: Agency: [987, 1155, 1129, 1166]
battalion-emblem-icon: [447, 1252, 505, 1310]
table-row: [17, 1515, 540, 1529]
table-row: [971, 1239, 1500, 1250]
cell: 8.: [971, 1218, 987, 1229]
cell: Not used at present.: [1129, 1176, 1500, 1187]
cell: অধিনায়ক (পুলিশ সুপার), ২ আর্মড পুলিশ ব্যাটালিয়ন, মুক্তাগাছা, ময়মনসিংহ।: [202, 1461, 540, 1474]
nha-building: Grihayan Bhaban: [1194, 1063, 1277, 1074]
lged-date: Dated : 13/11/2017: [440, 99, 540, 112]
cell: 1.: [971, 1145, 987, 1155]
lged-memo: Memo No- 46.02.0600.000.07.068.17.6094: [16, 99, 241, 112]
cell: 4.: [971, 1176, 987, 1187]
cell: 14 November, 2017.: [1129, 1218, 1500, 1229]
gd-number: GD-2464: [967, 2388, 1012, 2401]
cell: মন্ত্রণালয়/বিভাগ: [41, 1434, 202, 1447]
table-header: [17, 159, 540, 197]
case-subtitle: (Consulting Services - Firms Selection): [618, 874, 896, 893]
case-para: 9. Interested consulting firms may obtain further information (i.e., detailed TOR) at the address below from 9.00am to 5.00pm (except holidays). TOR will also be available in the DoE's website (www.doe.gov.bd). The Expression of Interests must be submitted to the address below (in person or by mail) by 03.12.2017 3:00pm in a sealed envelope clearly marked 'EOI for Consulting services for Media Campaign of CASE Project'.: [581, 1681, 932, 1750]
table-row: [973, 306, 1498, 421]
gd-number: GD-2472: [12, 1138, 58, 1150]
lged-note: Further information and guidelines are available in the National e-GP System Portal and from e-GP help desk (helpdesk@eprocure.gov.bd).: [16, 749, 540, 774]
col-closing: Closing date & time: [1325, 270, 1411, 306]
cell: BDRIDP/BAR/MUL/CCA-Rd/07: [85, 409, 208, 482]
police-emblem-icon: [51, 1252, 109, 1310]
gd-number: GD-2465: [967, 990, 1022, 1005]
cell: ০৪.: [17, 1474, 41, 1488]
cell: Address of official inviting EOI: [987, 1851, 1129, 1870]
cell: ০৭.: [17, 1515, 41, 1529]
police-place: মুক্তাগাছা, ময়মনসিংহ: [229, 1310, 327, 1323]
lged-place: Barisal: [259, 82, 297, 95]
cell: ২০১৭-২০১৮ অর্থ বৎসরের জন্য: [202, 1474, 540, 1488]
cell: 83/2017-18: [17, 224, 85, 285]
cell: ০৩.: [17, 1461, 41, 1474]
dateline: DHAKA THURSDAY NOVEMBER 16, 2017, AGRAHAYAN 2, 1424 BS: [4, 1, 317, 11]
lged-notice: [6, 25, 550, 1155]
nha-signer-org: National Housing Authority: [1317, 1916, 1426, 1926]
lged-office: Office of the Executive Engineer: [190, 67, 366, 81]
parl-phone: ফোন-৯১২৫৭৫২: [855, 513, 932, 525]
cell: Contact details of official inviting EOI: [987, 1870, 1129, 1881]
cell: 85/2017-18: [17, 347, 85, 409]
lged-signer-office: LGED, Barisal: [465, 807, 540, 820]
table-row: [17, 1570, 540, 1583]
cell: Ministry of Housing and Public works.: [1129, 1145, 1500, 1155]
table-row: [971, 1881, 1500, 1891]
nha-gov: Government of the People's Republic of Bangladesh: [1004, 1029, 1466, 1050]
cell: 4-12-2017 Time:12.00: [472, 409, 540, 482]
cell: ০৮.: [17, 1529, 41, 1542]
table-row: [17, 1447, 540, 1461]
